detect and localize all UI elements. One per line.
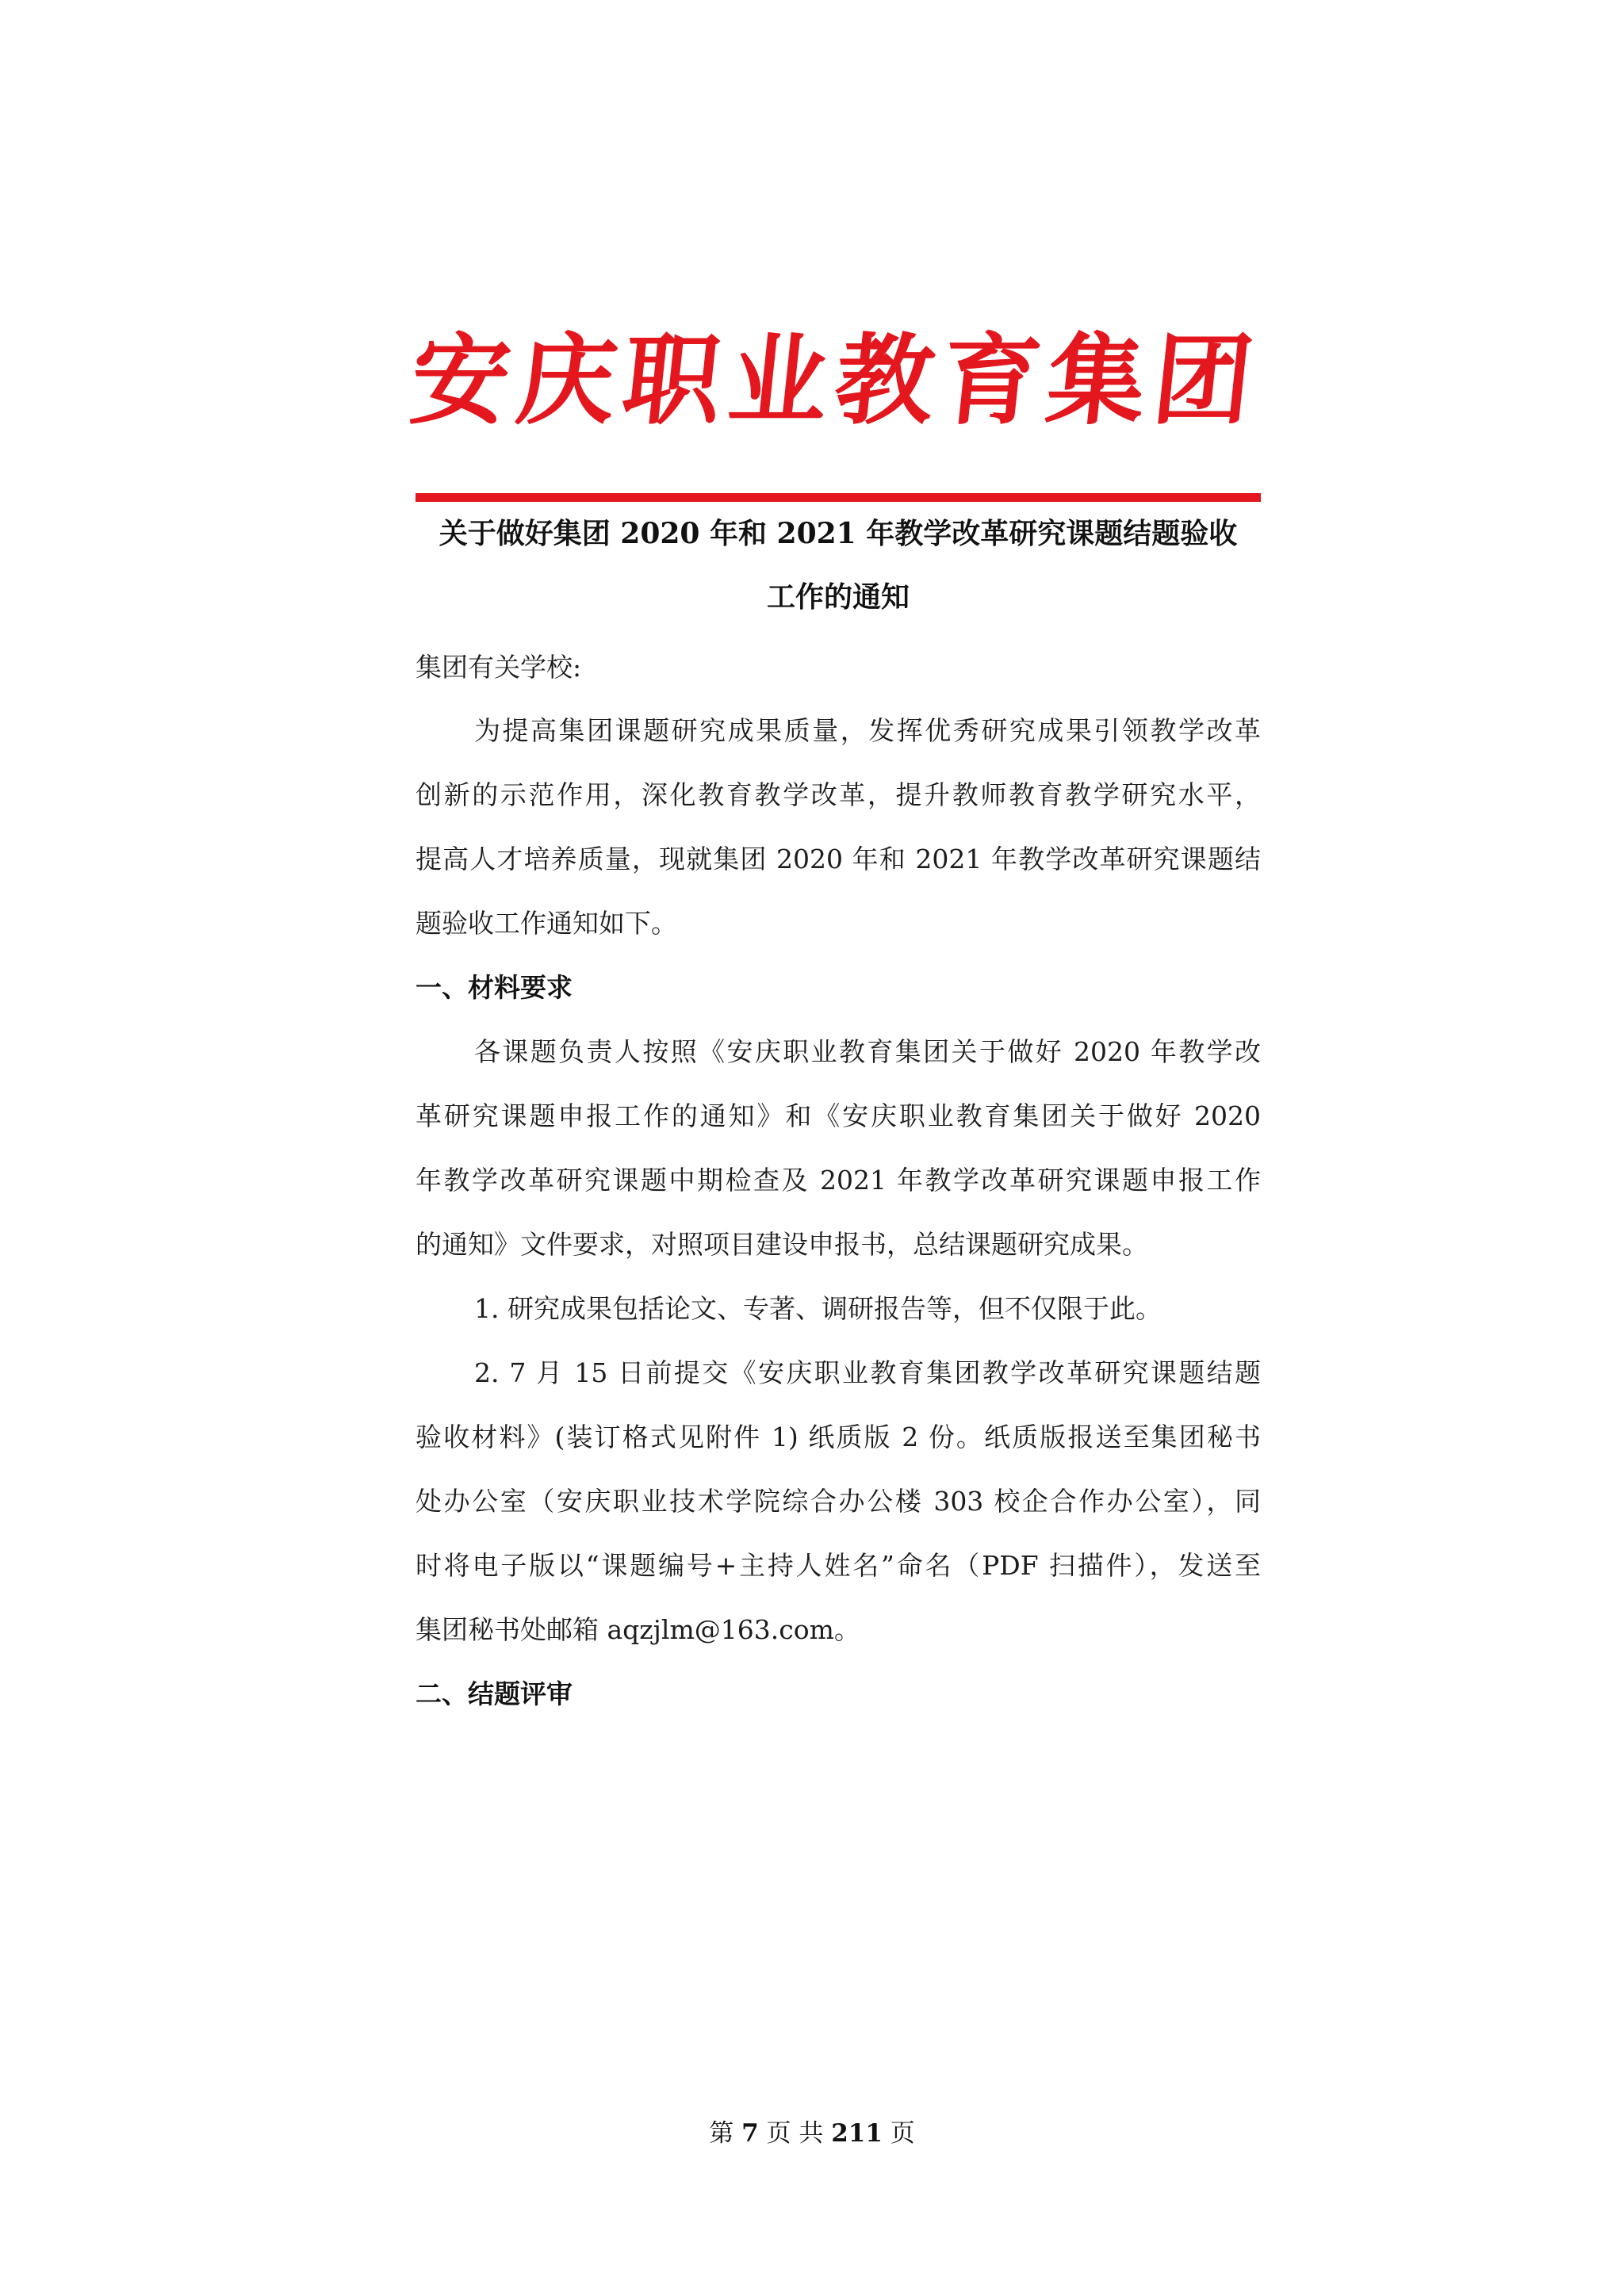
- list-item-2-line: 集团秘书处邮箱 aqzjlm@163.com。: [416, 1614, 860, 1645]
- letterhead-char: 育: [935, 323, 1047, 438]
- list-item-2-line: 2. 7 月 15 日前提交《安庆职业教育集团教学改革研究课题结题: [474, 1357, 1261, 1388]
- letterhead-char: 业: [723, 323, 834, 438]
- document-title-line-2: 工作的通知: [766, 580, 910, 614]
- section-1-line: 的通知》文件要求，对照项目建设申报书，总结课题研究成果。: [416, 1229, 1148, 1260]
- intro-line: 创新的示范作用，深化教育教学改革，提升教师教育教学研究水平，: [416, 779, 1261, 810]
- letterhead-char: 集: [1041, 323, 1152, 438]
- section-1-line: 各课题负责人按照《安庆职业教育集团关于做好 2020 年教学改: [474, 1036, 1261, 1067]
- list-item-2-line: 时将电子版以“课题编号+主持人姓名”命名（PDF 扫描件），发送至: [416, 1550, 1261, 1581]
- page-footer: [0, 2113, 1624, 2149]
- letterhead: [405, 313, 1258, 438]
- letterhead-char: 庆: [511, 323, 622, 438]
- section-1-line: 年教学改革研究课题中期检查及 2021 年教学改革研究课题申报工作: [416, 1165, 1261, 1196]
- letterhead-char: 职: [617, 323, 728, 438]
- footer-suffix: 页: [882, 2119, 915, 2148]
- intro-line: 为提高集团课题研究成果质量，发挥优秀研究成果引领教学改革: [474, 715, 1261, 746]
- document-title-line-1: 关于做好集团 2020 年和 2021 年教学改革研究课题结题验收: [439, 517, 1238, 550]
- current-page-number: 7: [741, 2119, 759, 2148]
- footer-middle: 页 共: [758, 2119, 832, 2148]
- intro-line: 提高人才培养质量，现就集团 2020 年和 2021 年教学改革研究课题结: [416, 844, 1261, 874]
- list-item-1: 1. 研究成果包括论文、专著、调研报告等，但不仅限于此。: [474, 1293, 1162, 1324]
- letterhead-divider: [416, 493, 1261, 502]
- intro-line: 题验收工作通知如下。: [416, 908, 677, 939]
- footer-prefix: 第: [709, 2119, 742, 2148]
- section-1-line: 革研究课题申报工作的通知》和《安庆职业教育集团关于做好 2020: [416, 1100, 1261, 1131]
- letterhead-char: 安: [405, 323, 516, 438]
- total-page-count: 211: [831, 2119, 883, 2148]
- section-heading-materials: 一、材料要求: [416, 972, 573, 1003]
- list-item-2-line: 处办公室（安庆职业技术学院综合办公楼 303 校企合作办公室），同: [416, 1486, 1261, 1517]
- letterhead-char: 教: [829, 323, 940, 438]
- letterhead-char: 团: [1147, 323, 1258, 438]
- salutation: 集团有关学校:: [416, 652, 582, 683]
- list-item-2-line: 验收材料》(装订格式见附件 1) 纸质版 2 份。纸质版报送至集团秘书: [416, 1422, 1261, 1452]
- section-heading-review: 二、结题评审: [416, 1678, 573, 1709]
